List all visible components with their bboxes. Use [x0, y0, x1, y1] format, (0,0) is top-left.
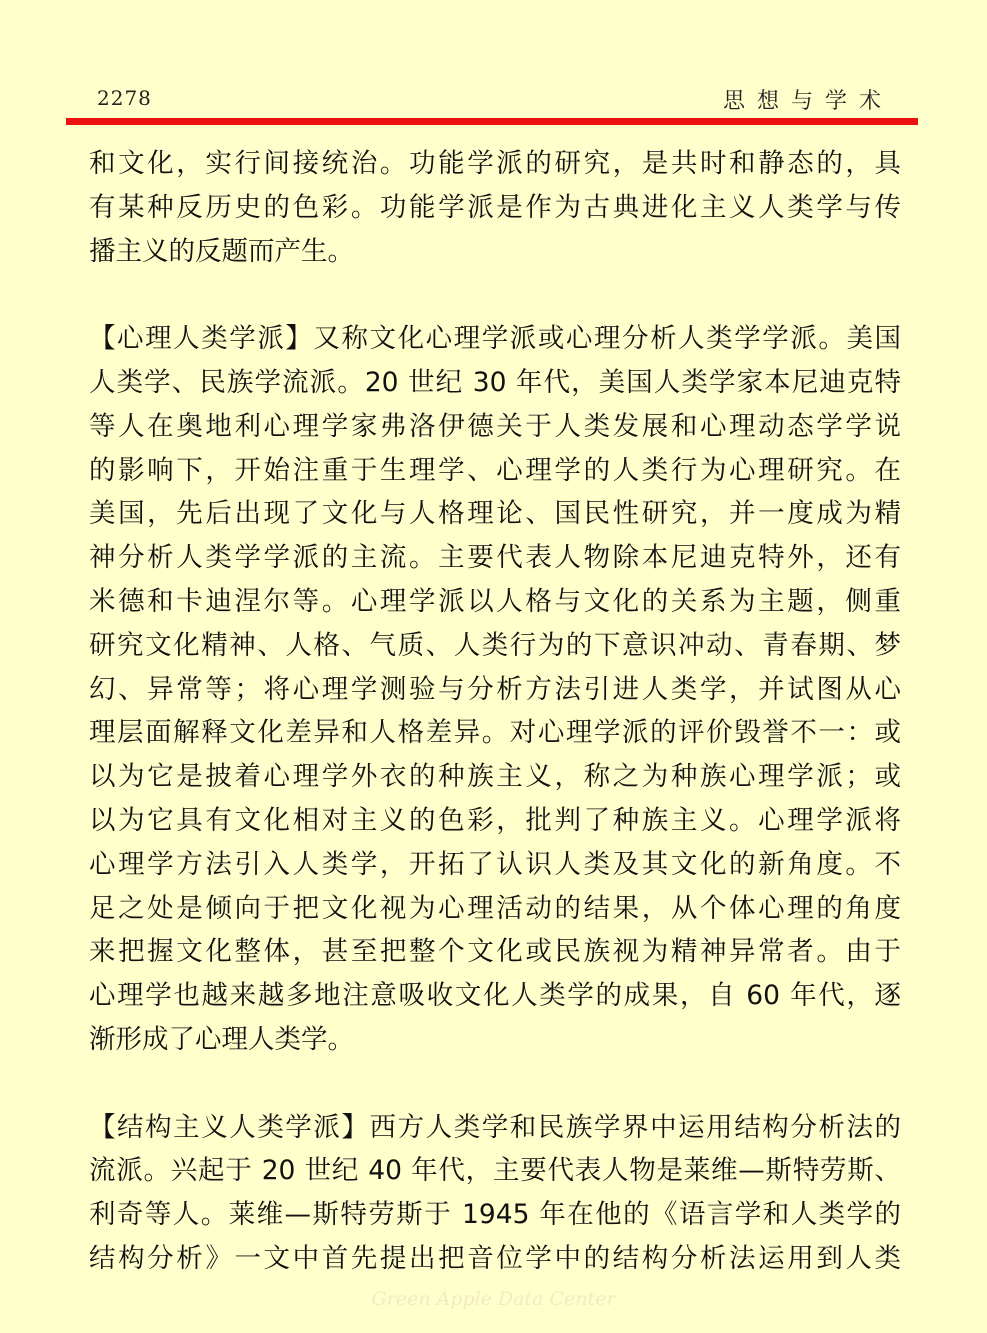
text-line: 来把握文化整体，甚至把整个文化或民族视为精神异常者。由于: [89, 936, 901, 968]
paragraph-gap: [89, 1062, 901, 1106]
body-text: [89, 142, 901, 1281]
text-line: 幻、异常等；将心理学测验与分析方法引进人类学，并试图从心: [89, 673, 901, 705]
paragraph-structural-anthropology: [89, 1106, 901, 1281]
text-line: 结构分析》一文中首先提出把音位学中的结构分析法运用到人类: [89, 1242, 901, 1274]
paragraph-gap: [89, 273, 901, 317]
header-rule: [66, 118, 918, 125]
text-line: 有某种反历史的色彩。功能学派是作为古典进化主义人类学与传: [89, 191, 901, 223]
text-line: 播主义的反题而产生。: [89, 235, 354, 267]
text-line: 以为它是披着心理学外衣的种族主义，称之为种族心理学派；或: [89, 761, 901, 793]
text-line: 理层面解释文化差异和人格差异。对心理学派的评价毁誉不一：或: [89, 717, 901, 749]
watermark: Green Apple Data Center: [371, 1288, 616, 1310]
running-head: 思想与学术: [722, 89, 893, 114]
text-line: 心理学也越来越多地注意吸收文化人类学的成果，自 60 年代，逐: [89, 980, 901, 1012]
text-line: 美国，先后出现了文化与人格理论、国民性研究，并一度成为精: [89, 498, 901, 530]
text-line: 的影响下，开始注重于生理学、心理学的人类行为心理研究。在: [89, 454, 901, 486]
text-line: 流派。兴起于 20 世纪 40 年代，主要代表人物是莱维—斯特劳斯、: [89, 1155, 901, 1187]
text-line: 神分析人类学学派的主流。主要代表人物除本尼迪克特外，还有: [89, 542, 901, 574]
text-line: 和文化，实行间接统治。功能学派的研究，是共时和静态的，具: [89, 148, 901, 179]
text-line: 利奇等人。莱维—斯特劳斯于 1945 年在他的《语言学和人类学的: [89, 1199, 901, 1231]
text-line: 研究文化精神、人格、气质、人类行为的下意识冲动、青春期、梦: [89, 629, 901, 661]
page-number: 2278: [97, 86, 152, 110]
text-line: 渐形成了心理人类学。: [89, 1023, 354, 1055]
text-line: 人类学、民族学流派。20 世纪 30 年代，美国人类学家本尼迪克特: [89, 366, 901, 398]
paragraph-functional-school: [89, 142, 901, 273]
text-line: 足之处是倾向于把文化视为心理活动的结果，从个体心理的角度: [89, 892, 901, 924]
paragraph-psychological-anthropology: [89, 317, 901, 1062]
text-line: 【心理人类学派】又称文化心理学派或心理分析人类学学派。美国: [89, 323, 901, 355]
text-line: 以为它具有文化相对主义的色彩，批判了种族主义。心理学派将: [89, 804, 901, 836]
text-line: 米德和卡迪涅尔等。心理学派以人格与文化的关系为主题，侧重: [89, 585, 901, 617]
text-line: 【结构主义人类学派】西方人类学和民族学界中运用结构分析法的: [89, 1111, 901, 1143]
text-line: 等人在奥地利心理学家弗洛伊德关于人类发展和心理动态学学说: [89, 410, 901, 442]
text-line: 心理学方法引入人类学，开拓了认识人类及其文化的新角度。不: [89, 848, 901, 880]
